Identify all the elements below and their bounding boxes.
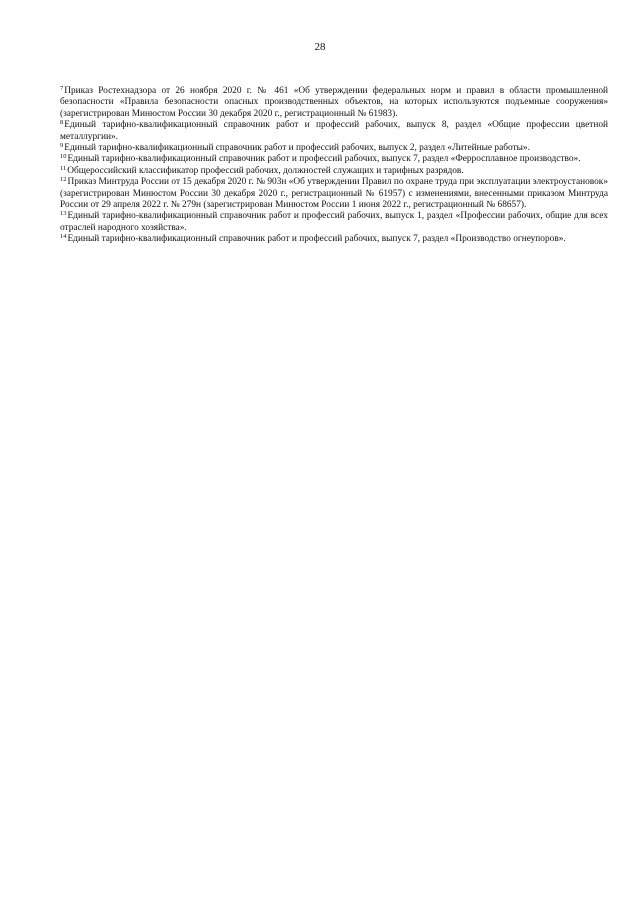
footnote-mark: 12 [60, 176, 67, 184]
footnote-text: Приказ Ростехнадзора от 26 ноября 2020 г. № 461 «Об утверждении федеральных норм и правил в области промышленной безопасности «Правила безопасности опасных производственных объектов, на которых используются подъемные сооружения» (зарегистрирован Минюстом России 30 декабря 2020 г., регистрационный № 61983). [60, 86, 608, 119]
footnote-14 [60, 234, 608, 245]
footnote-text: Единый тарифно-квалификационный справочник работ и профессий рабочих, выпуск 2, раздел «Литейные работы». [64, 143, 530, 154]
footnote-8 [60, 120, 608, 143]
footnotes-block [60, 86, 608, 246]
footnote-mark: 7 [60, 85, 64, 92]
footnote-text: Единый тарифно-квалификационный справочник работ и профессий рабочих, выпуск 7, раздел «Ферросплавное производство». [67, 154, 581, 165]
footnote-mark: 14 [60, 233, 67, 241]
footnote-10 [60, 154, 608, 165]
footnote-text: Единый тарифно-квалификационный справочник работ и профессий рабочих, выпуск 1, раздел «Профессии рабочих, общие для всех отраслей народного хозяйства». [60, 211, 608, 233]
footnote-mark: 9 [60, 142, 64, 150]
footnote-text: Единый тарифно-квалификационный справочник работ и профессий рабочих, выпуск 7, раздел «Производство огнеупоров». [67, 234, 566, 245]
footnote-mark: 10 [60, 153, 67, 161]
footnote-mark: 8 [60, 119, 64, 127]
footnote-mark: 11 [60, 164, 67, 172]
footnote-text: Приказ Минтруда России от 15 декабря 2020 г. № 903н «Об утверждении Правил по охране труда при эксплуатации электроустановок» (зарегистрирован Минюстом России 30 декабря 2020 г., регистрационный № 61957) с изменениями, внесенными приказом Минтруда России от 29 апреля 2022 г. № 279н (зарегистрирован Минюстом России 1 июня 2022 г., регистрационный № 68657). [60, 177, 608, 211]
footnote-12 [60, 177, 608, 211]
footnote-11 [60, 166, 608, 177]
footnote-13 [60, 211, 608, 234]
footnote-text: Общероссийский классификатор профессий рабочих, должностей служащих и тарифных разрядов. [67, 165, 464, 176]
page-number: 28 [314, 41, 326, 53]
footnote-mark: 13 [60, 210, 67, 218]
footnote-7 [60, 86, 608, 120]
footnote-9 [60, 143, 608, 154]
footnote-text: Единый тарифно-квалификационный справочник работ и профессий рабочих, выпуск 8, раздел «Общие профессии цветной металлургии». [60, 120, 608, 142]
